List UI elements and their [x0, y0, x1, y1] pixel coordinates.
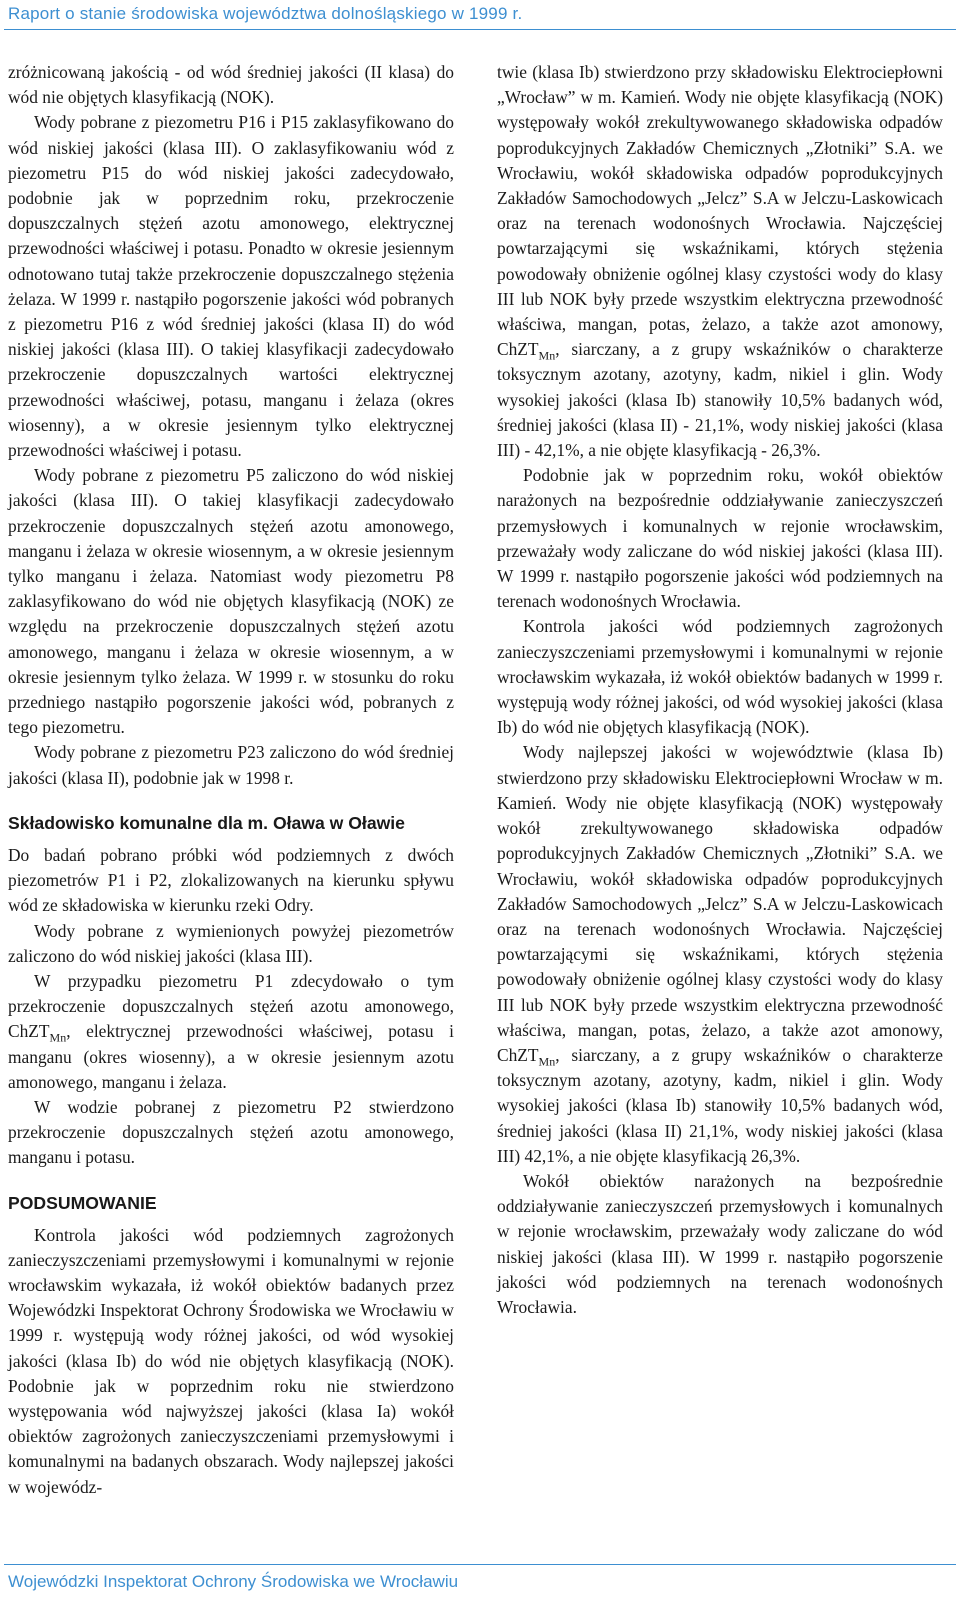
left-paragraph-7 [8, 969, 454, 1095]
section-heading-olawa: Składowisko komunalne dla m. Oława w Oławie [8, 812, 405, 833]
right-paragraph-4-text-b: , siarczany, a z grupy wskaźników o charakterze toksycznym azotany, azotyny, kadm, nikiel i glin. Wody wysokiej jakości (klasa Ib) stanowiły 10,5% badanych wód, średniej jakości (klasa II) 21,1%, wody niskiej jakości (klasa III) 42,1%, a nie objęte klasyfikacją 26,3%. [497, 1044, 943, 1166]
left-paragraph-8: W wodzie pobranej z piezometru P2 stwierdzono przekroczenie dopuszczalnych stężeń azotu amonowego, manganu i potasu. [8, 1096, 454, 1168]
left-paragraph-7-subscript: Mn [49, 1030, 67, 1045]
right-paragraph-1-text-a: twie (klasa Ib) stwierdzono przy składowisku Elektrociepłowni „Wrocław” w m. Kamień. Wody nie objęte klasyfikacją (NOK) występowały wokół zrekultywowanego składowiska odpadów poprodukcyjnych Zakładów Chemicznych „Złotniki” S.A. we Wrocławiu, wokół składowiska odpadów poprodukcyjnych Zakładów Samochodowych „Jelcz” S.A w Jelczu-Laskowicach oraz na terenach wodonośnych Wrocławia. Najczęściej powtarzającymi się wskaźnikami, których stężenia powodowały obniżenie ogólnej klasy czystości wody do klasy III lub NOK były przede wszystkim elektryczna przewodność właściwa, mangan, potas, żelazo, a także azot amonowy, ChZT [497, 62, 943, 360]
right-column [497, 60, 943, 1320]
left-column [8, 60, 454, 1500]
right-paragraph-4-subscript: Mn [538, 1054, 556, 1069]
right-paragraph-4-text-a: Wody najlepszej jakości w województwie (klasa Ib) stwierdzono przy składowisku Elektrociepłowni Wrocław w m. Kamień. Wody nie objęte klasyfikacją (NOK) występowały wokół zrekultywowanego składowiska odpadów poprodukcyjnych Zakładów Chemicznych „Złotniki” S.A. we Wrocławiu, wokół składowiska odpadów poprodukcyjnych Zakładów Samochodowych „Jelcz” S.A w Jelczu-Laskowicach oraz na terenach wodonośnych Wrocławia. Najczęściej powtarzającymi się wskaźnikami, których stężenia powodowały obniżenie ogólnej klasy czystości wody do klasy III lub NOK były przede wszystkim elektryczna przewodność właściwa, mangan, potas, żelazo, a także azot amonowy, ChZT [497, 742, 943, 1065]
header-divider [4, 29, 956, 30]
left-paragraph-6: Wody pobrane z wymienionych powyżej piezometrów zaliczono do wód niskiej jakości (klasa III). [8, 920, 454, 966]
left-paragraph-7-text-a: W przypadku piezometru P1 zdecydowało o tym przekroczenie dopuszczalnych stężeń azotu amonowego, ChZT [8, 970, 454, 1042]
right-paragraph-1-subscript: Mn [538, 348, 556, 363]
left-paragraph-4: Wody pobrane z piezometru P23 zaliczono do wód średniej jakości (klasa II), podobnie jak w 1998 r. [8, 742, 454, 788]
right-paragraph-2: Podobnie jak w poprzednim roku, wokół obiektów narażonych na bezpośrednie oddziaływanie zanieczyszczeń przemysłowych i komunalnych w rejonie wrocławskim, przeważały wody zaliczane do wód niskiej jakości (klasa III). W 1999 r. nastąpiło pogorszenie jakości wód podziemnych na terenach wodonośnych Wrocławia. [497, 465, 943, 612]
left-paragraph-7-text-b: , elektrycznej przewodności właściwej, potasu i manganu (okres wiosenny), a w okresie jesiennym azotu amonowego, manganu i żelaza. [8, 1021, 454, 1092]
left-paragraph-9: Kontrola jakości wód podziemnych zagrożonych zanieczyszczeniami przemysłowymi i komunalnymi w rejonie wrocławskim wykazała, iż wokół obiektów badanych przez Wojewódzki Inspektorat Ochrony Środowiska we Wrocławiu w 1999 r. występują wody różnej jakości, od wód wysokiej jakości (klasa Ib) do wód nie objętych klasyfikacją (NOK). Podobnie jak w poprzednim roku nie stwierdzono występowania wód najwyższej jakości (klasa Ia) wokół obiektów zagrożonych zanieczyszczeniami przemysłowymi i komunalnymi na badanych obszarach. Wody najlepszej jakości w wojewódz- [8, 1224, 454, 1497]
section-heading-podsumowanie: PODSUMOWANIE [8, 1192, 157, 1213]
page-header-title: Raport o stanie środowiska województwa dolnośląskiego w 1999 r. [8, 4, 523, 23]
right-paragraph-4 [497, 740, 943, 1168]
right-paragraph-3: Kontrola jakości wód podziemnych zagrożonych zanieczyszczeniami przemysłowymi i komunalnymi w rejonie wrocławskim wykazała, iż wokół obiektów badanych w 1999 r. występują wody różnej jakości, od wód wysokiej jakości (klasa Ib) do wód nie objętych klasyfikacją (NOK). [497, 616, 943, 738]
page-footer-title: Wojewódzki Inspektorat Ochrony Środowiska we Wrocławiu [8, 1572, 459, 1591]
left-paragraph-1: zróżnicowaną jakością - od wód średniej jakości (II klasa) do wód nie objętych klasyfikacją (NOK). [8, 62, 454, 108]
right-paragraph-1-text-b: , siarczany, a z grupy wskaźników o charakterze toksycznym azotany, azotyny, kadm, nikiel i glin. Wody wysokiej jakości (klasa Ib) stanowiły 10,5% badanych wód, średniej jakości (klasa II) - 21,1%, wody niskiej jakości (klasa III) - 42,1%, a nie objęte klasyfikacją - 26,3%. [497, 339, 943, 461]
footer-divider [4, 1564, 956, 1565]
right-paragraph-5: Wokół obiektów narażonych na bezpośrednie oddziaływanie zanieczyszczeń przemysłowych i komunalnych w rejonie wrocławskim, przeważały wody zaliczane do wód niskiej jakości (klasa III). W 1999 r. nastąpiło pogorszenie jakości wód podziemnych na terenach wodonośnych Wrocławia. [497, 1170, 943, 1317]
left-paragraph-3: Wody pobrane z piezometru P5 zaliczono do wód niskiej jakości (klasa III). O takiej klasyfikacji zadecydowało przekroczenie dopuszczalnych stężeń azotu amonowego, manganu i żelaza w okresie wiosennym, a w okresie jesiennym tylko manganu i żelaza. Natomiast wody piezometru P8 zaklasyfikowano do wód nie objętych klasyfikacją (NOK) ze względu na przekroczenie dopuszczalnych stężeń azotu amonowego, manganu i żelaza w okresie wiosennym, a w okresie jesiennym tylko żelaza. W 1999 r. w stosunku do roku przedniego nastąpiło pogorszenie jakości wód, pobranych z tego piezometru. [8, 465, 454, 738]
left-paragraph-5: Do badań pobrano próbki wód podziemnych z dwóch piezometrów P1 i P2, zlokalizowanych na kierunku spływu wód ze składowiska w kierunku rzeki Odry. [8, 844, 454, 916]
right-paragraph-1 [497, 60, 943, 463]
left-paragraph-2: Wody pobrane z piezometru P16 i P15 zaklasyfikowano do wód niskiej jakości (klasa III). O zaklasyfikowaniu wód z piezometru P15 do wód niskiej jakości zadecydowało, podobnie jak w poprzednim roku, przekroczenie dopuszczalnych stężeń azotu amonowego, elektrycznej przewodności właściwej i potasu. Ponadto w okresie jesiennym odnotowano tutaj także przekroczenie dopuszczalnego stężenia żelaza. W 1999 r. nastąpiło pogorszenie jakości wód pobranych z piezometru P16 z wód średniej jakości (klasa II) do wód niskiej jakości (klasa III). O takiej klasyfikacji zadecydowało przekroczenie dopuszczalnych wartości elektrycznej przewodności właściwej, potasu, manganu i żelaza (okres wiosenny), a w okresie jesiennym tylko elektrycznej przewodności właściwej i potasu. [8, 112, 454, 461]
